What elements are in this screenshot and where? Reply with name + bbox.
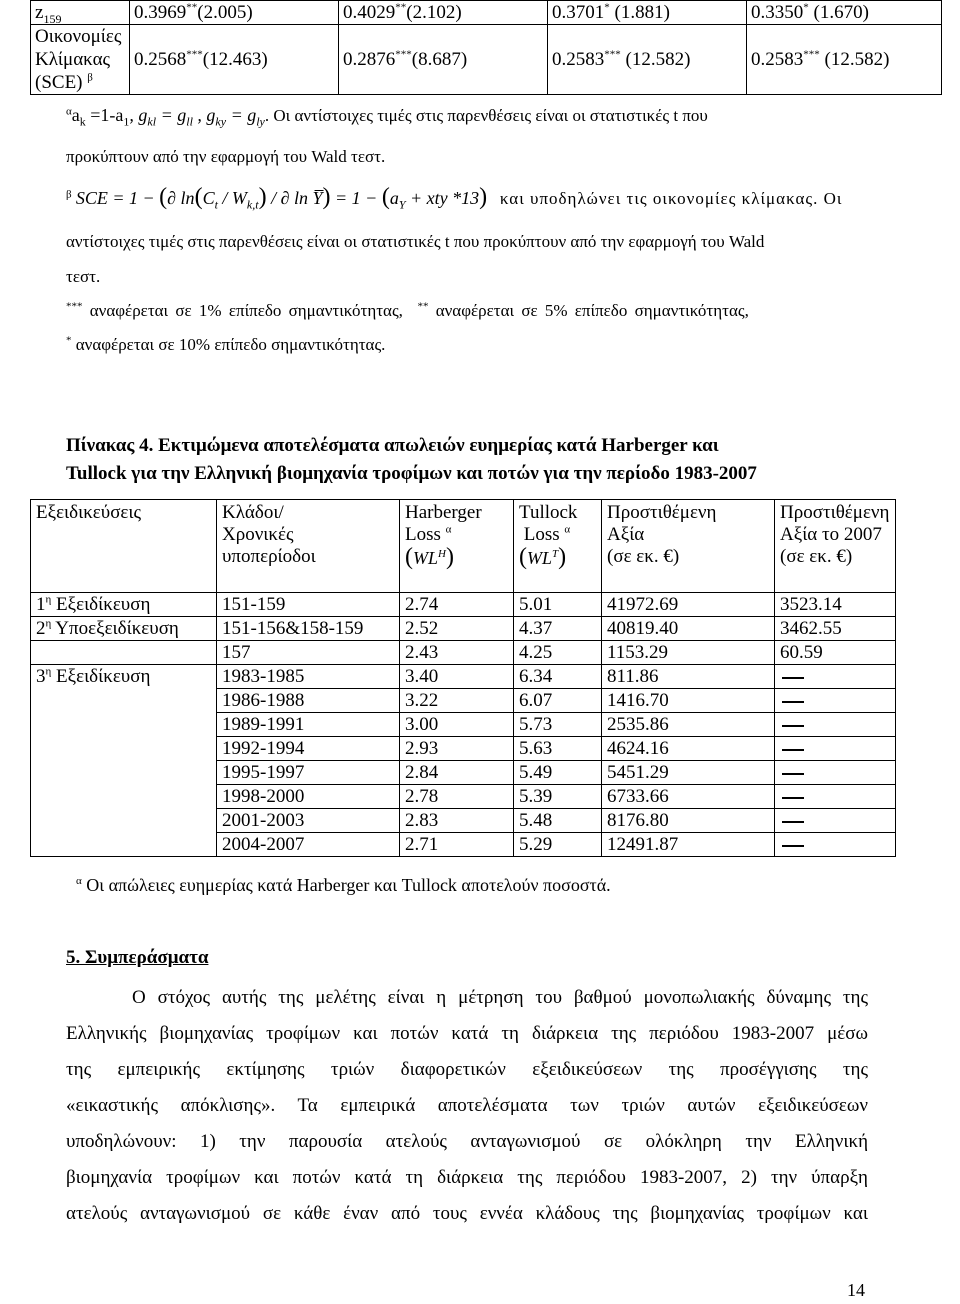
table-row <box>31 1 942 25</box>
body-line: βιομηχανία τροφίμων και ποτών κατά τη διάρκεια της περιόδου 1983-2007, 2) την ύπαρξη <box>66 1167 868 1188</box>
value-added-cell: 2535.86 <box>602 713 775 737</box>
table-row <box>31 833 896 857</box>
body-line: «εικαστικής απόκλισης». Τα εμπειρικά αποτελέσματα των τριών αυτών εξειδικεύσεων <box>66 1095 868 1116</box>
table-row <box>31 713 896 737</box>
note-text: και υποδηλώνει τις οικονομίες κλίμακας. Οι <box>499 189 843 208</box>
value-added-2007-cell <box>775 833 896 857</box>
cell <box>339 25 548 95</box>
harberger-cell: 2.71 <box>400 833 514 857</box>
harberger-cell: 2.93 <box>400 737 514 761</box>
spec-cell <box>31 737 217 761</box>
header-line: Προστιθέμενη <box>607 502 717 523</box>
tullock-cell: 6.07 <box>514 689 602 713</box>
period-cell: 1992-1994 <box>217 737 400 761</box>
tullock-cell: 5.29 <box>514 833 602 857</box>
tullock-formula: $(WL^T)$ <box>519 544 567 570</box>
harberger-cell: 3.00 <box>400 713 514 737</box>
header-sup: α <box>564 523 571 536</box>
harberger-cell: 2.78 <box>400 785 514 809</box>
table-row <box>31 737 896 761</box>
value-added-cell: 811.86 <box>602 665 775 689</box>
table-row <box>31 761 896 785</box>
header-line: Προστιθέμενη <box>780 502 890 523</box>
note-text: αναφέρεται σε 5% επίπεδο σημαντικότητας, <box>435 301 749 320</box>
dash-mark <box>782 725 804 727</box>
section-heading: 5. Συμπεράσματα <box>66 947 209 968</box>
spec-sup: η <box>45 665 52 678</box>
cell <box>747 25 942 95</box>
value-added-cell: 1153.29 <box>602 641 775 665</box>
value-added-2007-cell: 60.59 <box>775 641 896 665</box>
coef: 0.3701 <box>552 2 605 23</box>
spec-cell <box>31 761 217 785</box>
tstat: (1.881) <box>609 2 670 23</box>
header-line: Loss <box>523 524 560 545</box>
note-text: τεστ. <box>66 267 101 286</box>
note-mark: *** <box>66 300 83 313</box>
header-specification <box>31 500 217 593</box>
header-line: (σε εκ. €) <box>780 546 853 567</box>
table-caption <box>66 434 876 486</box>
sce-formula: SCE = 1 − (∂ $\ln(C_t / W_{k,t})$ / ∂ ln Y̅) = $1 - (a_Y$ + xty *13) <box>75 184 488 212</box>
header-line: Αξία το 2007 <box>780 524 882 545</box>
header-value-added-2007 <box>775 500 896 593</box>
value-added-2007-cell: 3462.55 <box>775 617 896 641</box>
harberger-cell: 2.52 <box>400 617 514 641</box>
formula-text: WL <box>413 548 439 568</box>
coef: 0.2583 <box>552 49 605 70</box>
dash-mark <box>782 701 804 703</box>
coef: 0.3350 <box>751 2 804 23</box>
cell <box>130 25 339 95</box>
beta-note <box>66 186 876 210</box>
value-added-2007-cell <box>775 761 896 785</box>
header-harberger <box>400 500 514 593</box>
alpha-formula: $a_k =1-a_1$, $g_{kl} = g_{ll}$ , $g_{ky} = g_{ly}$ <box>71 105 265 129</box>
value-added-cell: 40819.40 <box>602 617 775 641</box>
sig: *** <box>604 48 621 61</box>
coef: 0.3969 <box>134 2 187 23</box>
cell <box>548 25 747 95</box>
table-row <box>31 25 942 95</box>
note-mark: β <box>66 188 72 201</box>
sig: * <box>604 1 610 14</box>
dash-mark <box>782 749 804 751</box>
dash-mark <box>782 677 804 679</box>
period-cell: 1989-1991 <box>217 713 400 737</box>
spec-cell <box>31 593 217 617</box>
alpha-note <box>66 104 886 127</box>
tstat: (2.005) <box>197 2 253 23</box>
body-line: της εμπειρικής εκτίμησης τριών διαφορετικών εξειδικεύσεων της προσέγγισης της <box>66 1059 868 1080</box>
row-label-z <box>31 1 130 25</box>
table-row <box>31 617 896 641</box>
table-row <box>31 641 896 665</box>
spec-cell <box>31 617 217 641</box>
header-line: Loss <box>405 524 441 545</box>
label-sup: β <box>87 71 93 84</box>
note-mark: * <box>66 334 72 347</box>
value-added-2007-cell <box>775 785 896 809</box>
spec-num: 1 <box>36 594 46 615</box>
table-row <box>31 785 896 809</box>
header-line: υποπερίοδοι <box>222 546 316 567</box>
tstat: (1.670) <box>808 2 869 23</box>
row-label-sce <box>31 25 130 95</box>
spec-cell <box>31 689 217 713</box>
header-line: Tullock <box>519 502 578 523</box>
period-cell: 1998-2000 <box>217 785 400 809</box>
cell <box>747 1 942 25</box>
table-row <box>31 809 896 833</box>
value-added-2007-cell <box>775 665 896 689</box>
spec-cell <box>31 833 217 857</box>
tullock-cell: 6.34 <box>514 665 602 689</box>
sig: *** <box>186 48 203 61</box>
tstat: (12.582) <box>620 49 691 70</box>
body-line: υποδηλώνουν: 1) την παρουσία ατελούς ανταγωνισμού σε ολόκληρη την Ελληνική <box>66 1131 868 1152</box>
section-body <box>66 984 868 1236</box>
note-text: αντίστοιχες τιμές στις παρενθέσεις είναι οι στατιστικές t που προκύπτουν από την εφαρμογή του Wald <box>66 232 765 251</box>
label-line: (SCE) <box>35 72 83 93</box>
note-mark: ** <box>417 300 429 313</box>
period-cell: 1983-1985 <box>217 665 400 689</box>
note-mark: α <box>66 105 72 118</box>
value-added-2007-cell <box>775 713 896 737</box>
spec-text: Εξειδίκευση <box>51 666 151 687</box>
spec-cell <box>31 809 217 833</box>
value-added-2007-cell <box>775 737 896 761</box>
period-cell: 151-159 <box>217 593 400 617</box>
header-value-added <box>602 500 775 593</box>
tullock-cell: 4.25 <box>514 641 602 665</box>
tullock-cell: 5.49 <box>514 761 602 785</box>
label-text: z <box>35 2 44 23</box>
note-text: αναφέρεται σε 1% επίπεδο σημαντικότητας, <box>89 301 403 320</box>
harberger-cell: 2.43 <box>400 641 514 665</box>
period-cell: 157 <box>217 641 400 665</box>
dash-mark <box>782 845 804 847</box>
tullock-cell: 5.01 <box>514 593 602 617</box>
period-cell: 1986-1988 <box>217 689 400 713</box>
coef: 0.2583 <box>751 49 804 70</box>
header-line: Αξία <box>607 524 645 545</box>
tstat: (12.463) <box>202 49 268 70</box>
spec-cell <box>31 665 217 689</box>
caption-line: Tullock για την Ελληνική βιομηχανία τροφίμων και ποτών για την περίοδο 1983-2007 <box>66 463 757 484</box>
footnote-text: Οι απώλειες ευημερίας κατά Harberger και Tullock αποτελούν ποσοστά. <box>81 875 611 895</box>
spec-text: Υποεξειδίκευση <box>51 618 179 639</box>
top-results-table <box>30 0 942 95</box>
table-row <box>31 593 896 617</box>
table-row <box>31 665 896 689</box>
value-added-2007-cell: 3523.14 <box>775 593 896 617</box>
spec-sup: η <box>45 593 52 606</box>
formula-sup: H <box>438 548 446 560</box>
cell <box>130 1 339 25</box>
harberger-cell: 2.83 <box>400 809 514 833</box>
coef: 0.2568 <box>134 49 187 70</box>
header-text: Εξειδικεύσεις <box>36 502 142 523</box>
tstat: (8.687) <box>411 49 468 70</box>
body-line: Ο στόχος αυτής της μελέτης είναι η μέτρηση του βαθμού μονοπωλιακής δύναμης της <box>132 987 868 1008</box>
label-line: Οικονομίες <box>35 26 122 47</box>
period-cell: 1995-1997 <box>217 761 400 785</box>
spec-cell <box>31 713 217 737</box>
value-added-cell: 12491.87 <box>602 833 775 857</box>
harberger-cell: 3.22 <box>400 689 514 713</box>
harberger-formula: $(WL^H)$ <box>405 544 454 570</box>
harberger-cell: 2.74 <box>400 593 514 617</box>
spec-cell <box>31 785 217 809</box>
dash-mark <box>782 797 804 799</box>
sig: *** <box>395 48 412 61</box>
spec-sup: η <box>45 617 52 630</box>
sig: ** <box>186 1 198 14</box>
dash-mark <box>782 773 804 775</box>
cell <box>548 1 747 25</box>
header-row <box>31 500 896 593</box>
note-text: προκύπτουν από την εφαρμογή του Wald τεστ. <box>66 147 386 166</box>
page-number: 14 <box>847 1280 865 1300</box>
spec-num: 2 <box>36 618 46 639</box>
body-line: Ελληνικής βιομηχανίας τροφίμων και ποτών κατά τη διάρκεια της περιόδου 1983-2007 μέσω <box>66 1023 868 1044</box>
formula-text: WL <box>527 548 553 568</box>
tstat: (12.582) <box>819 49 890 70</box>
spec-num: 3 <box>36 666 46 687</box>
tullock-cell: 4.37 <box>514 617 602 641</box>
header-line: Κλάδοι/ <box>222 502 284 523</box>
sig: *** <box>803 48 820 61</box>
dash-mark <box>782 821 804 823</box>
tullock-cell: 5.63 <box>514 737 602 761</box>
significance-note <box>66 300 876 322</box>
period-cell: 2001-2003 <box>217 809 400 833</box>
significance-note-2 <box>66 334 385 356</box>
value-added-cell: 1416.70 <box>602 689 775 713</box>
header-sector <box>217 500 400 593</box>
sig: * <box>803 1 809 14</box>
value-added-cell: 6733.66 <box>602 785 775 809</box>
spec-text: Εξειδίκευση <box>51 594 151 615</box>
value-added-2007-cell <box>775 809 896 833</box>
note-text: . Οι αντίστοιχες τιμές στις παρενθέσεις είναι οι στατιστικές t που <box>264 106 708 125</box>
body-line: ατελούς ανταγωνισμού σε κάθε έναν από τους εννέα κλάδους της βιομηχανίας τροφίμων και <box>66 1203 868 1224</box>
harberger-cell: 3.40 <box>400 665 514 689</box>
caption-line: Πίνακας 4. Εκτιμώμενα αποτελέσματα απωλειών ευημερίας κατά Harberger και <box>66 435 719 456</box>
table-footnote <box>76 874 611 896</box>
coef: 0.4029 <box>343 2 396 23</box>
tullock-cell: 5.48 <box>514 809 602 833</box>
sig: ** <box>395 1 407 14</box>
tullock-cell: 5.73 <box>514 713 602 737</box>
header-line: (σε εκ. €) <box>607 546 680 567</box>
welfare-loss-table <box>30 499 896 857</box>
header-line: Χρονικές <box>222 524 294 545</box>
harberger-cell: 2.84 <box>400 761 514 785</box>
note-text: αναφέρεται σε 10% επίπεδο σημαντικότητας. <box>75 335 386 354</box>
value-added-cell: 8176.80 <box>602 809 775 833</box>
label-sub: 159 <box>43 11 62 26</box>
spec-cell <box>31 641 217 665</box>
header-sup: α <box>445 523 452 536</box>
value-added-cell: 4624.16 <box>602 737 775 761</box>
coef: 0.2876 <box>343 49 396 70</box>
footnote-mark: α <box>76 875 82 887</box>
label-line: Κλίμακας <box>35 49 111 70</box>
value-added-cell: 41972.69 <box>602 593 775 617</box>
table-row <box>31 689 896 713</box>
value-added-cell: 5451.29 <box>602 761 775 785</box>
header-tullock <box>514 500 602 593</box>
tstat: (2.102) <box>406 2 462 23</box>
header-line: Harberger <box>405 502 482 523</box>
tullock-cell: 5.39 <box>514 785 602 809</box>
period-cell: 2004-2007 <box>217 833 400 857</box>
period-cell: 151-156&158-159 <box>217 617 400 641</box>
value-added-2007-cell <box>775 689 896 713</box>
formula-sup: T <box>552 548 559 560</box>
cell <box>339 1 548 25</box>
